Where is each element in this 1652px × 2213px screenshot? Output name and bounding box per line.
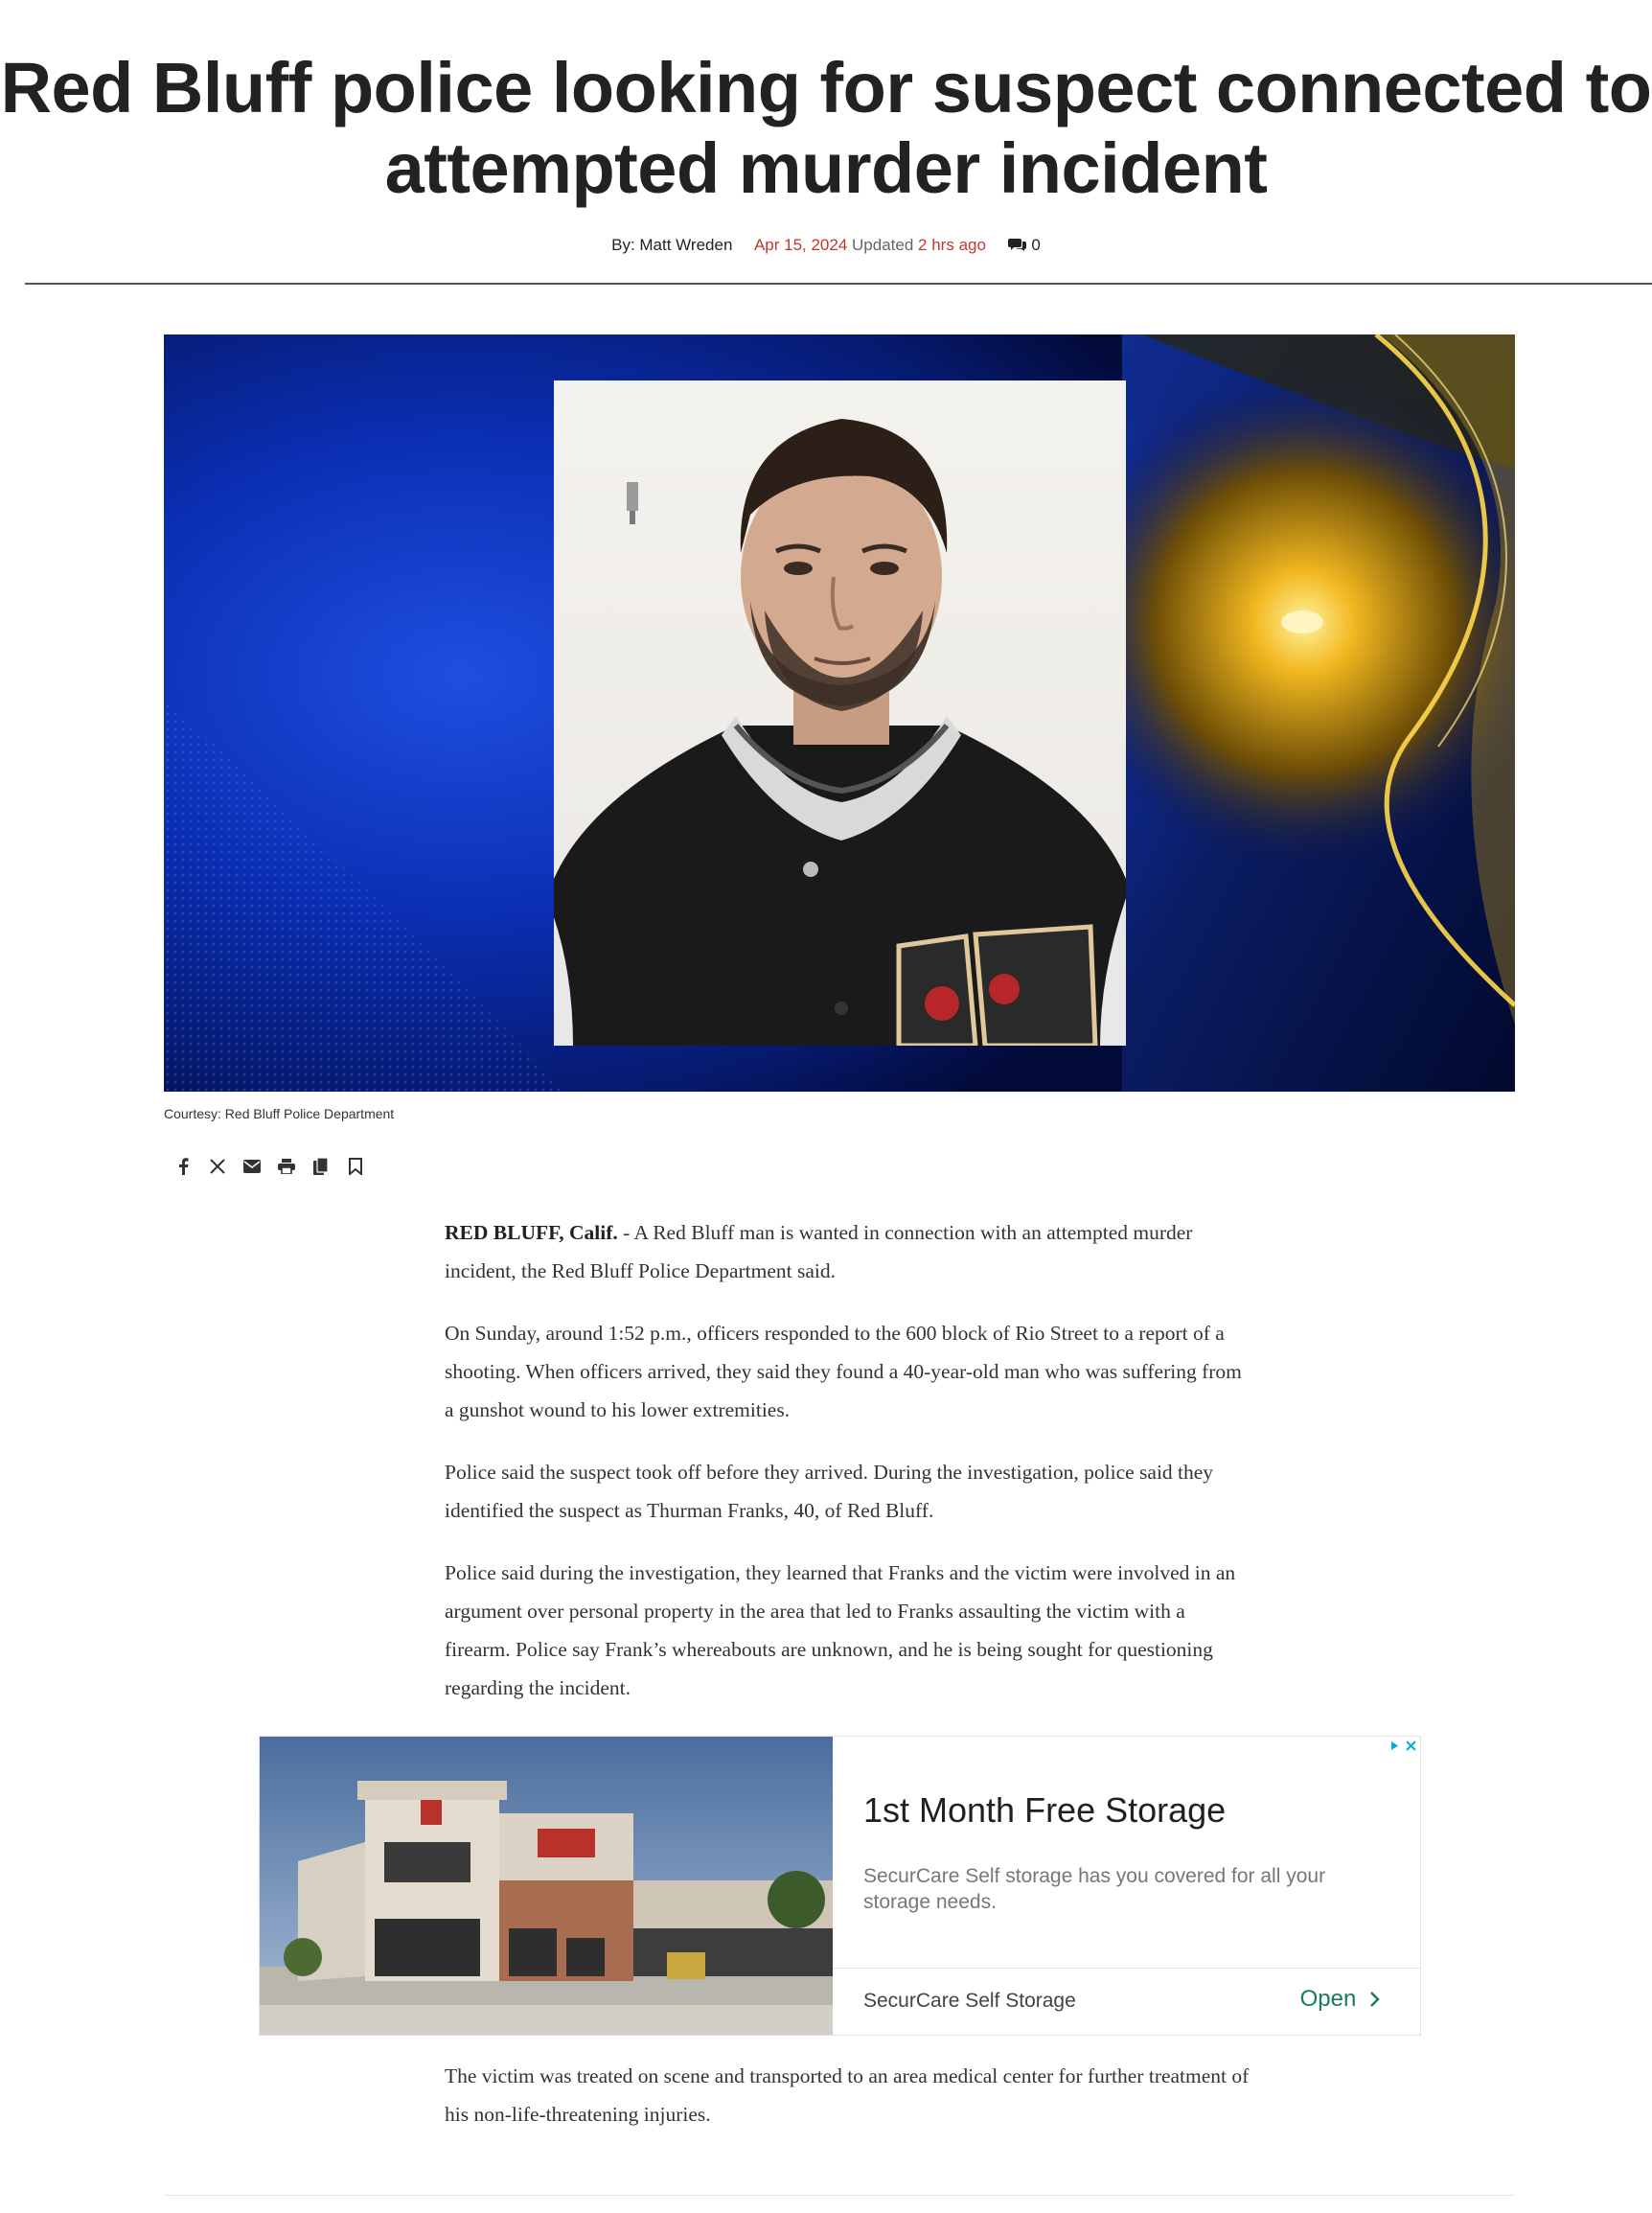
ad-advertiser[interactable]: SecurCare Self Storage [863, 1990, 1076, 2012]
ad-divider [833, 1968, 1421, 1969]
facebook-icon[interactable] [172, 1156, 194, 1177]
suspect-portrait [554, 380, 1126, 1046]
print-icon[interactable] [276, 1156, 297, 1177]
header-divider [25, 283, 1652, 285]
suspect-photo [554, 380, 1126, 1046]
x-icon[interactable] [207, 1156, 228, 1177]
chevron-right-icon [1368, 1991, 1382, 2008]
article-paragraph-3: Police said the suspect took off before they arrived. During the investigation, police said they identified the suspect as Thurman Franks, 40, of Red Bluff. [445, 1461, 1214, 1522]
ad-choices[interactable] [1388, 1739, 1418, 1753]
article-paragraph-4: Police said during the investigation, they learned that Franks and the victim were involved in an argument over personal property in the area that led to Franks assaulting the victim with a firearm. Police say Frank’s whereabouts are unknown, and he is being sought for questioning regarding the incident. [445, 1561, 1236, 1699]
publish-date: Apr 15, 2024 [753, 236, 848, 254]
close-icon[interactable] [1404, 1739, 1418, 1753]
ad-open-button[interactable]: Open [1300, 1986, 1382, 2013]
article-paragraph-2: On Sunday, around 1:52 p.m., officers responded to the 600 block of Rio Street to a report of a shooting. When officers arrived, they said they found a 40-year-old man who was suffering from a gunshot wound to his lower extremities. [445, 1322, 1242, 1421]
ad-image[interactable] [260, 1737, 833, 2036]
ad-headline[interactable]: 1st Month Free Storage [863, 1790, 1227, 1830]
copy-icon[interactable] [310, 1156, 332, 1177]
hero-image[interactable] [164, 334, 1515, 1092]
comment-count: 0 [1031, 236, 1041, 254]
dateline: RED BLUFF, Calif. [445, 1221, 618, 1244]
comments-link[interactable] [1008, 236, 1040, 254]
article-headline: Red Bluff police looking for suspect connected to attempted murder incident [0, 48, 1652, 208]
article-body [445, 1213, 1250, 1731]
bookmark-icon[interactable] [345, 1156, 366, 1177]
ad-choices-icon[interactable] [1388, 1739, 1402, 1753]
ad-description: SecurCare Self storage has you covered for all your storage needs. [863, 1865, 1326, 1913]
article-paragraph-5: The victim was treated on scene and transported to an area medical center for further treatment of his non-life-threatening injuries. [445, 2064, 1250, 2126]
updated-label: Updated [852, 236, 914, 254]
byline [0, 236, 1652, 255]
author-name[interactable]: By: Matt Wreden [611, 236, 733, 254]
image-caption: Courtesy: Red Bluff Police Department [164, 1106, 395, 1121]
email-icon[interactable] [241, 1156, 263, 1177]
share-toolbar [172, 1156, 366, 1177]
article-paragraph-1: RED BLUFF, Calif. - A Red Bluff man is wanted in connection with an attempted murder incident, the Red Bluff Police Department said. [445, 1221, 1193, 1282]
updated-time: 2 hrs ago [918, 236, 986, 254]
article-body-continued [445, 2057, 1250, 2157]
footer-divider [164, 2195, 1515, 2196]
advertisement[interactable] [259, 1736, 1421, 2036]
comment-icon [1008, 237, 1027, 252]
